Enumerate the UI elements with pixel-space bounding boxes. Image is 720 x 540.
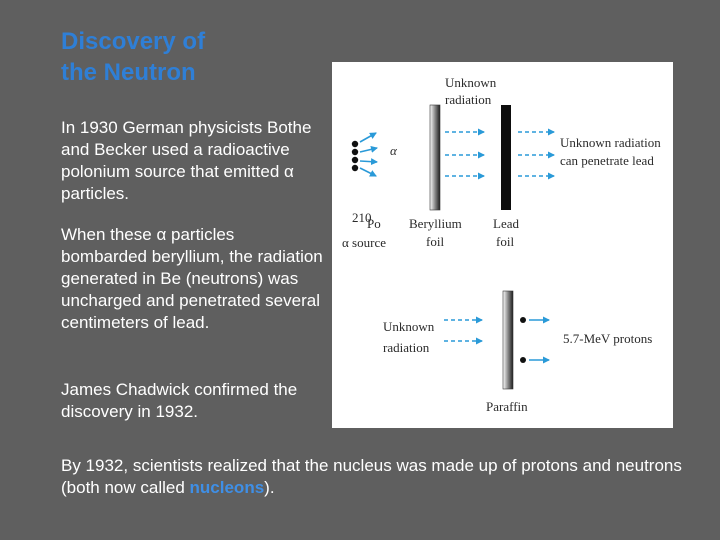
label-beryllium-2: foil: [426, 234, 445, 249]
neutron-discovery-figure: [332, 62, 673, 428]
paragraph-nucleons: [61, 455, 701, 499]
slide-title-line-1: Discovery of: [61, 28, 206, 55]
paraffin-block: [503, 291, 513, 389]
label-alpha: α: [390, 143, 397, 158]
proton-dots: [520, 317, 526, 363]
experiment-diagram: [332, 62, 673, 428]
radiation-to-paraffin-arrows: [444, 320, 482, 341]
nucleons-highlight: nucleons: [189, 478, 265, 497]
unknown-radiation-arrows: [445, 132, 554, 176]
paragraph-chadwick: James Chadwick confirmed the discovery in 1932.: [61, 380, 298, 421]
label-unknown-radiation-top-2: radiation: [445, 92, 492, 107]
label-alpha-source: α source: [342, 235, 386, 250]
label-protons: 5.7-MeV protons: [563, 331, 653, 346]
lead-foil: [501, 105, 511, 210]
proton-arrows: [529, 320, 549, 360]
label-beryllium-1: Beryllium: [409, 216, 462, 231]
label-unknown-radiation-bottom-2: radiation: [383, 340, 430, 355]
polonium-source-dots: [352, 141, 358, 171]
paragraph-bothe-becker: In 1930 German physicists Bothe and Becker used a radioactive polonium source that emitted α particles.: [61, 118, 312, 203]
label-po-mass: 210: [352, 210, 372, 225]
label-lead-1: Lead: [493, 216, 519, 231]
label-lead-2: foil: [496, 234, 515, 249]
label-po-symbol: Po: [367, 216, 381, 231]
label-paraffin: Paraffin: [486, 399, 528, 414]
beryllium-foil: [430, 105, 440, 210]
label-unknown-radiation-bottom-1: Unknown: [383, 319, 435, 334]
label-unknown-penetrates-2: can penetrate lead: [560, 153, 654, 168]
nucleons-text-before: By 1932, scientists realized that the nucleus was made up of protons and neutrons (both now called: [61, 456, 682, 497]
label-unknown-penetrates-1: Unknown radiation: [560, 135, 661, 150]
alpha-particle-arrows: [360, 133, 377, 176]
slide-title: [61, 26, 205, 88]
paragraph-beryllium: When these α particles bombarded beryllium, the radiation generated in Be (neutrons) was uncharged and penetrated several centimeters of lead.: [61, 225, 323, 332]
slide-title-line-2: the Neutron: [61, 59, 196, 86]
label-unknown-radiation-top-1: Unknown: [445, 75, 497, 90]
nucleons-text-after: ).: [264, 478, 275, 497]
